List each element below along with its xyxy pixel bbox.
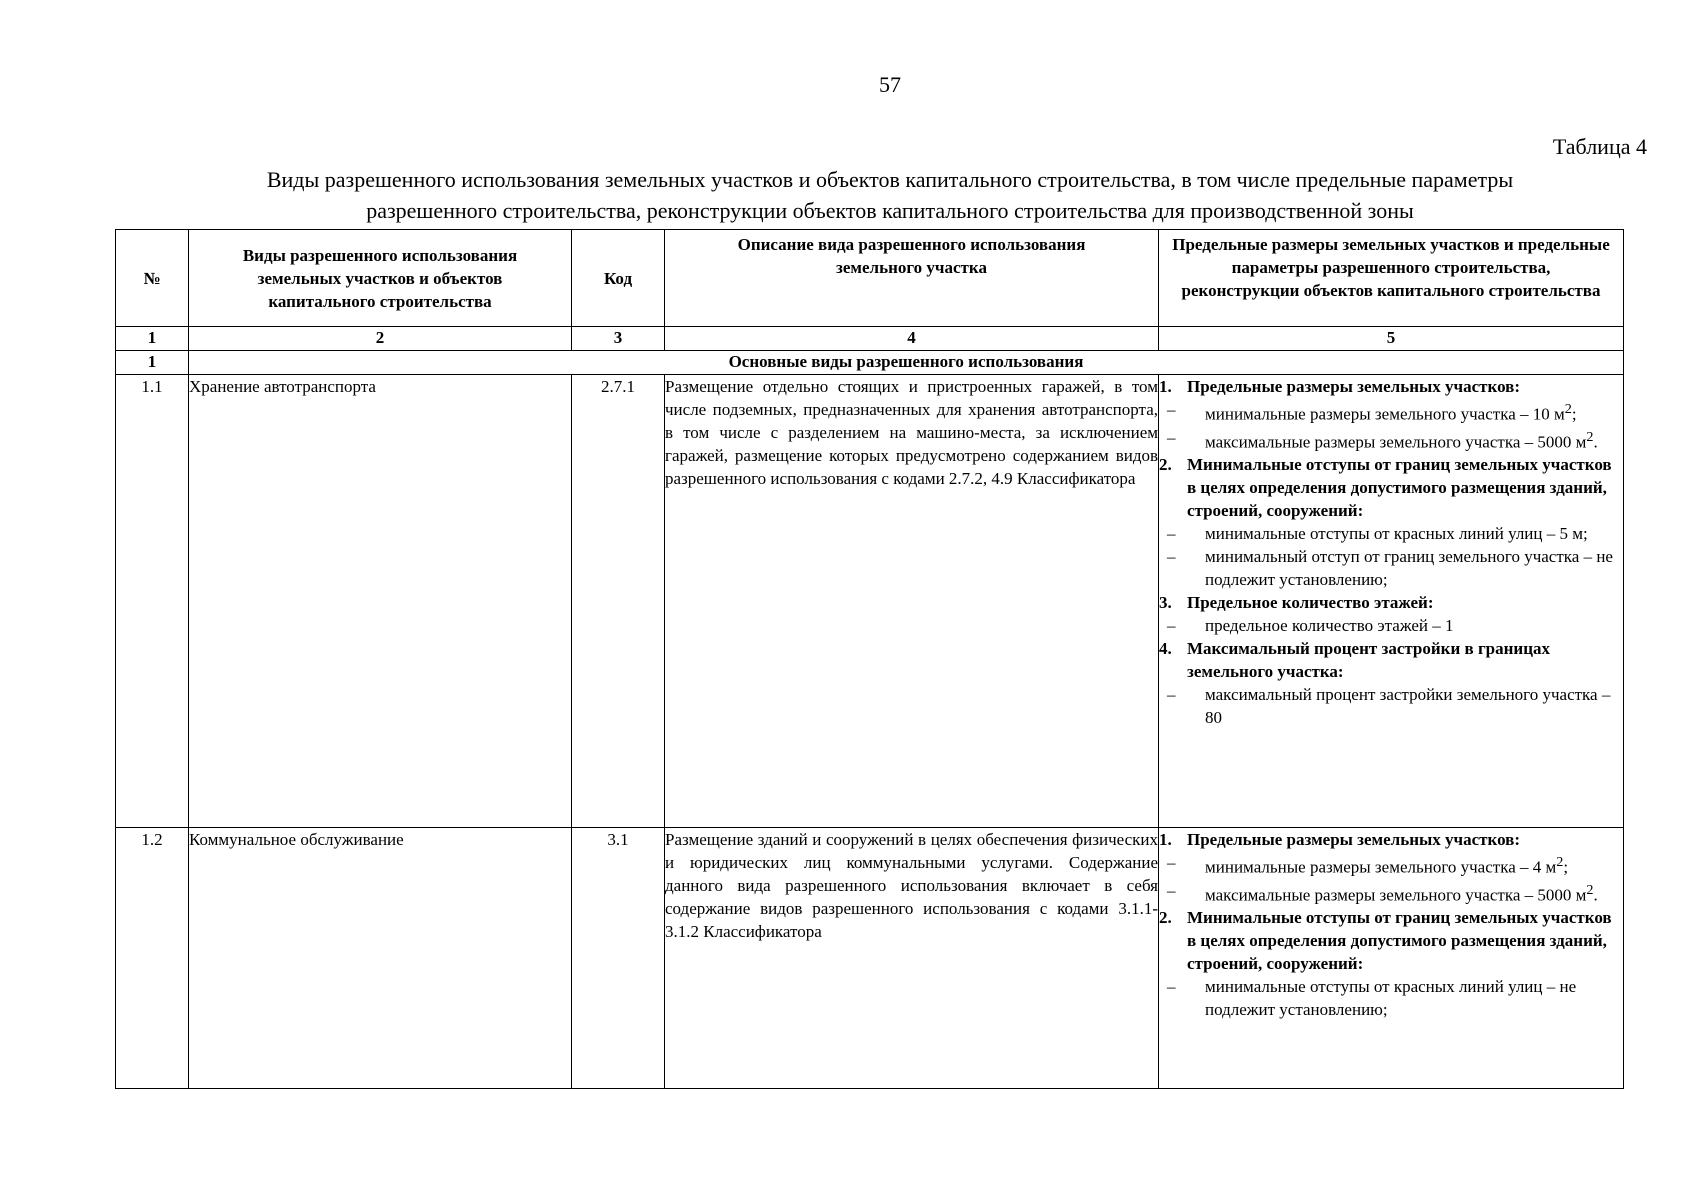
page-number: 57 bbox=[879, 72, 901, 97]
limit-heading: 2. Минимальные отступы от границ земельных участков в целях определения допустимого размещения зданий, строений, сооружений: bbox=[1159, 908, 1612, 974]
header-num: № bbox=[116, 230, 189, 327]
use-limits bbox=[1159, 828, 1624, 1089]
use-description: Размещение зданий и сооружений в целях обеспечения физических и юридических лиц коммунальными услугами. Содержание данного вида разрешенного использования включает в себя содержание видов разрешенного использования с кодами 3.1.1-3.1.2 Классификатора bbox=[665, 828, 1159, 1089]
column-number: 4 bbox=[665, 327, 1159, 351]
section-row bbox=[116, 351, 1624, 375]
use-code: 3.1 bbox=[572, 828, 665, 1089]
limit-heading: 1. Предельные размеры земельных участков: bbox=[1159, 377, 1521, 396]
header-type: Виды разрешенного использования земельных участков и объектов капитального строительства bbox=[189, 230, 572, 327]
table-label: Таблица 4 bbox=[1552, 134, 1647, 159]
limit-item: – максимальные размеры земельного участка – 5000 $м^2$. bbox=[1167, 880, 1598, 905]
use-limits bbox=[1159, 375, 1624, 828]
row-number: 1.2 bbox=[116, 828, 189, 1089]
table-header-row bbox=[116, 230, 1624, 327]
section-number: 1 bbox=[116, 351, 189, 375]
section-title: Основные виды разрешенного использования bbox=[189, 351, 1624, 375]
limit-heading: 1. Предельные размеры земельных участков: bbox=[1159, 830, 1521, 849]
use-code: 2.7.1 bbox=[572, 375, 665, 828]
column-number: 1 bbox=[116, 327, 189, 351]
limit-item: – предельное количество этажей – 1 bbox=[1167, 616, 1454, 636]
header-description: Описание вида разрешенного использования земельного участка bbox=[665, 230, 1159, 327]
table-title-line: Виды разрешенного использования земельных участков и объектов капитального строительства, в том числе предельные параметры bbox=[266, 167, 1514, 192]
table-title-line: разрешенного строительства, реконструкции объектов капитального строительства для производственной зоны bbox=[366, 198, 1414, 223]
use-type-name: Хранение автотранспорта bbox=[189, 375, 572, 828]
limit-item: – минимальные отступы от красных линий улиц – не подлежит установлению; bbox=[1167, 977, 1577, 1020]
limit-heading: 3. Предельное количество этажей: bbox=[1159, 593, 1434, 613]
limit-item: – минимальные размеры земельного участка – 4 $м^2$; bbox=[1167, 853, 1569, 877]
limit-item: – максимальные размеры земельного участка – 5000 $м^2$. bbox=[1167, 427, 1598, 452]
limit-heading: 2. Минимальные отступы от границ земельных участков в целях определения допустимого размещения зданий, строений, сооружений: bbox=[1159, 455, 1612, 521]
header-limits: Предельные размеры земельных участков и предельные параметры разрешенного строительства, реконструкции объектов капитального строительства bbox=[1159, 230, 1624, 327]
zoning-table bbox=[115, 229, 1624, 1089]
row-number: 1.1 bbox=[116, 375, 189, 828]
limit-item: – минимальные отступы от красных линий улиц – 5 м; bbox=[1167, 524, 1588, 544]
table-row bbox=[116, 828, 1624, 1089]
limit-item: – минимальный отступ от границ земельного участка – не подлежит установлению; bbox=[1167, 547, 1613, 590]
limit-heading: 4. Максимальный процент застройки в границах земельного участка: bbox=[1159, 639, 1551, 682]
header-code: Код bbox=[572, 230, 665, 327]
limit-item: – минимальные размеры земельного участка – 10 $м^2$; bbox=[1167, 400, 1577, 424]
column-number: 5 bbox=[1159, 327, 1624, 351]
column-numbers-row bbox=[116, 327, 1624, 351]
table-row bbox=[116, 375, 1624, 828]
use-description: Размещение отдельно стоящих и пристроенных гаражей, в том числе подземных, предназначенных для хранения автотранспорта, в том числе с разделением на машино-места, за исключением гаражей, размещение которых предусмотрено содержанием видов разрешенного использования с кодами 2.7.2, 4.9 Классификатора bbox=[665, 375, 1159, 828]
limit-item: – максимальный процент застройки земельного участка – 80 bbox=[1167, 685, 1611, 728]
use-type-name: Коммунальное обслуживание bbox=[189, 828, 572, 1089]
table-title bbox=[150, 164, 1630, 226]
column-number: 2 bbox=[189, 327, 572, 351]
column-number: 3 bbox=[572, 327, 665, 351]
